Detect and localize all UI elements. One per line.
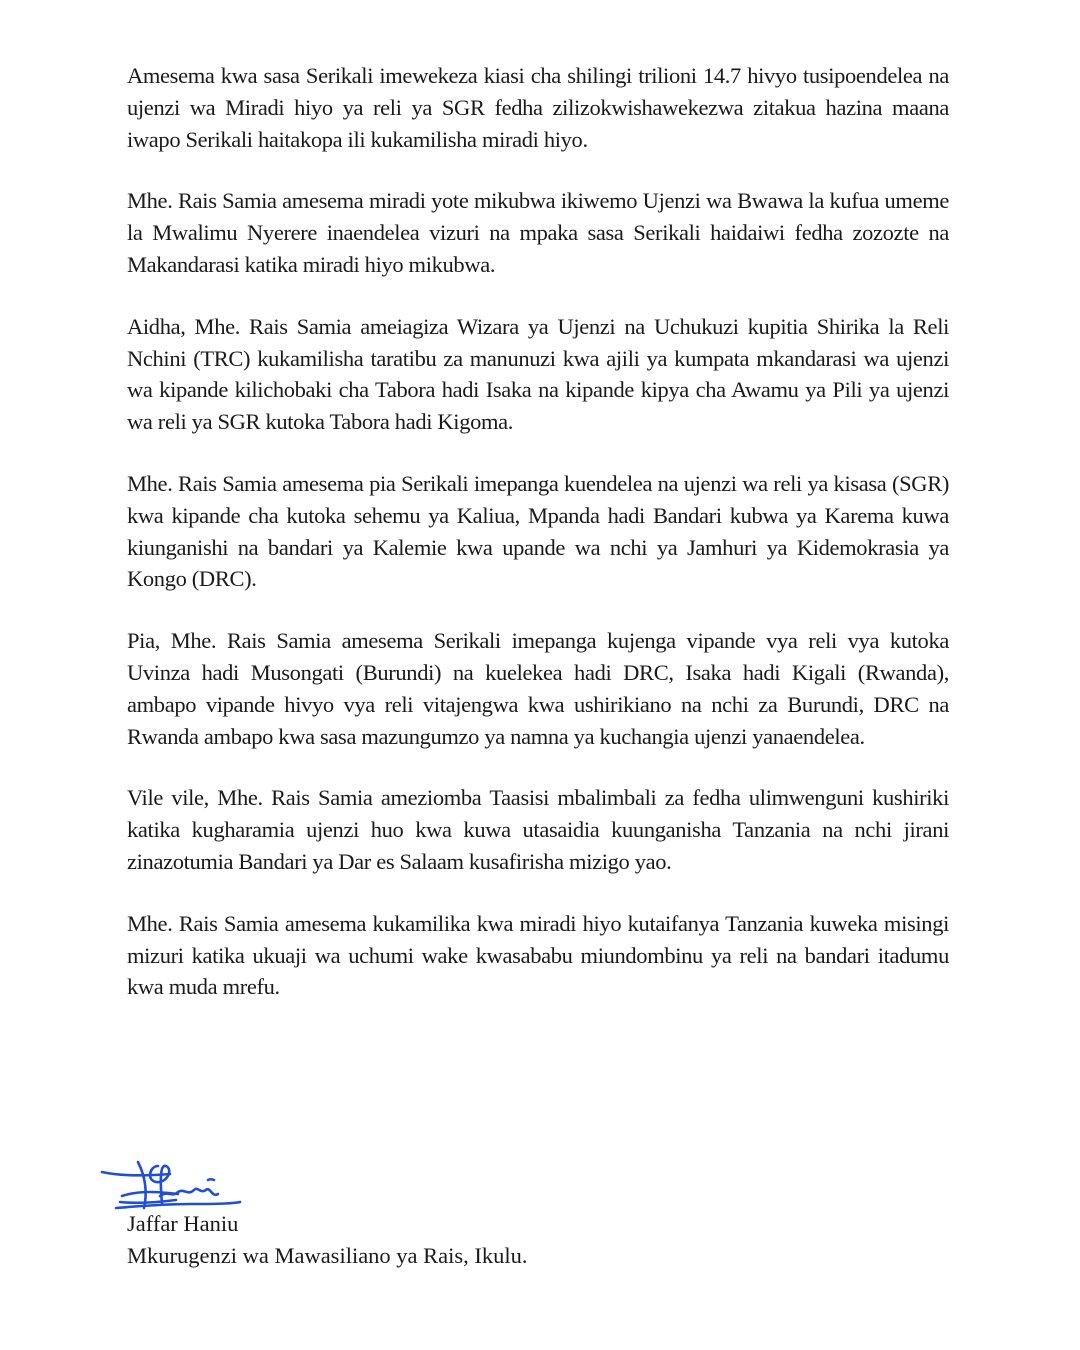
paragraph: Vile vile, Mhe. Rais Samia ameziomba Taasisi mbalimbali za fedha ulimwenguni kushiriki katika kugharamia ujenzi huo kwa kuwa utasaidia kuunganisha Tanzania na nchi jirani zinazotumia Bandari ya Dar es Salaam kusafirisha mizigo yao. [127,785,949,874]
signer-title: Mkurugenzi wa Mawasiliano ya Rais, Ikulu. [127,1243,528,1268]
paragraph: Pia, Mhe. Rais Samia amesema Serikali imepanga kujenga vipande vya reli vya kutoka Uvinza hadi Musongati (Burundi) na kuelekea hadi DRC, Isaka hadi Kigali (Rwanda), ambapo vipande hivyo vya reli vitajengwa kwa ushirikiano na nchi za Burundi, DRC na Rwanda ambapo kwa sasa mazungumzo ya namna ya kuchangia ujenzi yanaendelea. [127,628,949,749]
signer-name: Jaffar Haniu [127,1211,239,1236]
paragraph: Mhe. Rais Samia amesema kukamilika kwa miradi hiyo kutaifanya Tanzania kuweka misingi mizuri katika ukuaji wa uchumi wake kwasababu miundombinu ya reli na bandari itadumu kwa muda mrefu. [127,910,949,1000]
signature-block [100,1160,700,1272]
paragraph: Amesema kwa sasa Serikali imewekeza kiasi cha shilingi trilioni 14.7 hivyo tusipoendelea na ujenzi wa Miradi hiyo ya reli ya SGR fedha zilizokwishawekezwa zitakua hazina maana iwapo Serikali haitakopa ili kukamilisha miradi hiyo. [127,63,949,152]
handwritten-signature [100,1160,250,1212]
paragraph: Mhe. Rais Samia amesema miradi yote mikubwa ikiwemo Ujenzi wa Bwawa la kufua umeme la Mwalimu Nyerere inaendelea vizuri na mpaka sasa Serikali haidaiwi fedha zozozte na Makandarasi katika miradi hiyo mikubwa. [127,188,949,277]
document-body [127,60,949,1003]
paragraph: Mhe. Rais Samia amesema pia Serikali imepanga kuendelea na ujenzi wa reli ya kisasa (SGR) kwa kipande cha kutoka sehemu ya Kaliua, Mpanda hadi Bandari kubwa ya Karema kuwa kiunganishi na bandari ya Kalemie kwa upande wa nchi ya Jamhuri ya Kidemokrasia ya Kongo (DRC). [127,470,949,592]
paragraph: Aidha, Mhe. Rais Samia ameiagiza Wizara ya Ujenzi na Uchukuzi kupitia Shirika la Reli Nchini (TRC) kukamilisha taratibu za manunuzi kwa ajili ya kumpata mkandarasi wa ujenzi wa kipande kilichobaki cha Tabora hadi Isaka na kipande kipya cha Awamu ya Pili ya ujenzi wa reli ya SGR kutoka Tabora hadi Kigoma. [127,313,949,435]
